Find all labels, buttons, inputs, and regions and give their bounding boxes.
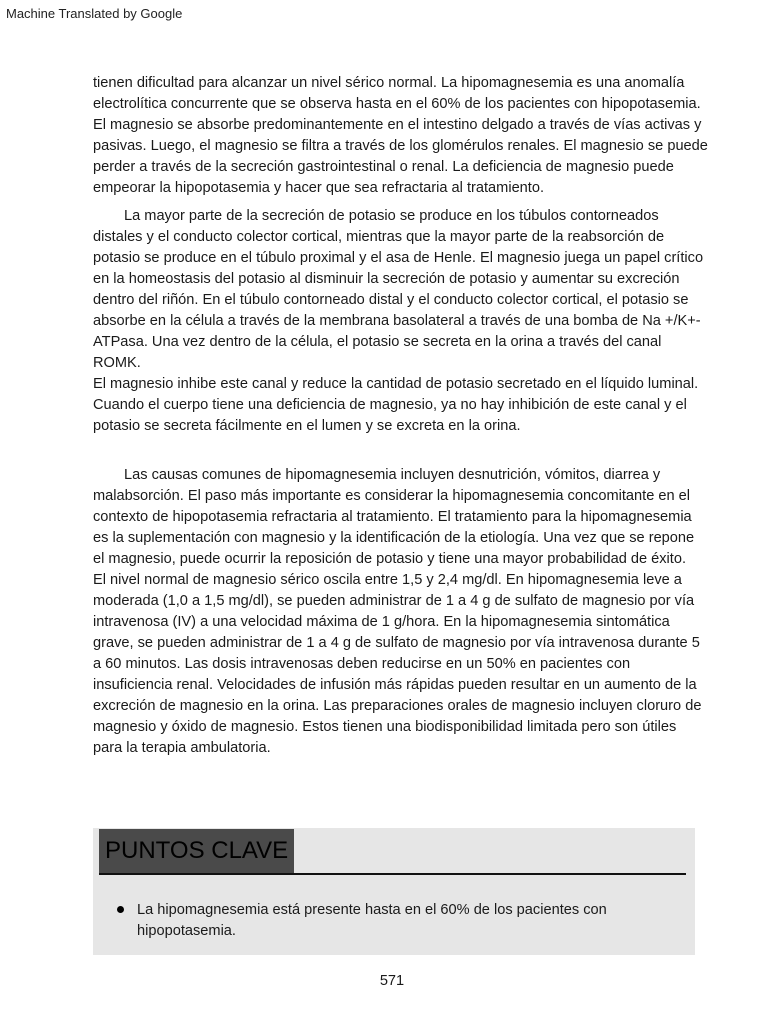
key-points-box bbox=[93, 828, 695, 955]
page-body bbox=[93, 73, 709, 759]
paragraph-magnesium-intro: tienen dificultad para alcanzar un nivel sérico normal. La hipomagnesemia es una anomalía electrolítica concurrente que se observa hasta en el 60% de los pacientes con hipopotasemia. El magnesio se absorbe predominantemente en el intestino delgado a través de vías activas y pasivas. Luego, el magnesio se filtra a través de los glomérulos renales. El magnesio se puede perder a través de la secreción gastrointestinal o renal. La deficiencia de magnesio puede empeorar la hipopotasemia y hacer que sea refractaria al tratamiento. bbox=[93, 75, 708, 196]
key-points-list bbox=[113, 900, 653, 942]
bullet-icon bbox=[117, 906, 124, 913]
key-points-divider bbox=[99, 873, 686, 875]
paragraph-treatment-dosing: El nivel normal de magnesio sérico oscila entre 1,5 y 2,4 mg/dl. En hipomagnesemia leve a moderada (1,0 a 1,5 mg/dl), se pueden administrar de 1 a 4 g de sulfato de magnesio por vía intravenosa (IV) a una velocidad máxima de 1 g/hora. En la hipomagnesemia sintomática grave, se pueden administrar de 1 a 4 g de sulfato de magnesio por vía intravenosa durante 5 a 60 minutos. Las dosis intravenosas deben reducirse en un 50% en pacientes con insuficiencia renal. Velocidades de infusión más rápidas pueden resultar en un aumento de la excreción de magnesio en la orina. Las preparaciones orales de magnesio incluyen cloruro de magnesio y óxido de magnesio. Estos tienen una biodisponibilidad limitada pero son útiles para la terapia ambulatoria. bbox=[93, 572, 702, 756]
page-number: 571 bbox=[379, 973, 405, 989]
paragraph-common-causes: Las causas comunes de hipomagnesemia incluyen desnutrición, vómitos, diarrea y malabsorción. El paso más importante es considerar la hipomagnesemia concomitante en el contexto de hipopotasemia refractaria al tratamiento. El tratamiento para la hipomagnesemia es la suplementación con magnesio y la identificación de la etiología. Una vez que se repone el magnesio, puede ocurrir la reposición de potasio y tiene una mayor probabilidad de éxito. bbox=[93, 467, 695, 567]
paragraph-potassium-secretion: La mayor parte de la secreción de potasio se produce en los túbulos contorneados distales y el conducto colector cortical, mientras que la mayor parte de la reabsorción de potasio se produce en el túbulo proximal y el asa de Henle. El magnesio juega un papel crítico en la homeostasis del potasio al disminuir la secreción de potasio y aumentar su excreción dentro del riñón. En el túbulo contorneado distal y el conducto colector cortical, el potasio se absorbe en la célula a través de la membrana basolateral a través de una bomba de Na +/K+-ATPasa. Una vez dentro de la célula, el potasio se secreta en la orina a través del canal ROMK. bbox=[93, 208, 704, 371]
machine-translation-banner: Machine Translated by Google bbox=[6, 6, 183, 21]
key-point-item bbox=[113, 900, 653, 942]
key-points-title: PUNTOS CLAVE bbox=[99, 829, 294, 873]
paragraph-romk-channel: El magnesio inhibe este canal y reduce la cantidad de potasio secretado en el líquido luminal. Cuando el cuerpo tiene una deficiencia de magnesio, ya no hay inhibición de este canal y el potasio se secreta fácilmente en el lumen y se excreta en la orina. bbox=[93, 376, 699, 434]
key-point-text: La hipomagnesemia está presente hasta en el 60% de los pacientes con hipopotasemia. bbox=[137, 902, 607, 939]
